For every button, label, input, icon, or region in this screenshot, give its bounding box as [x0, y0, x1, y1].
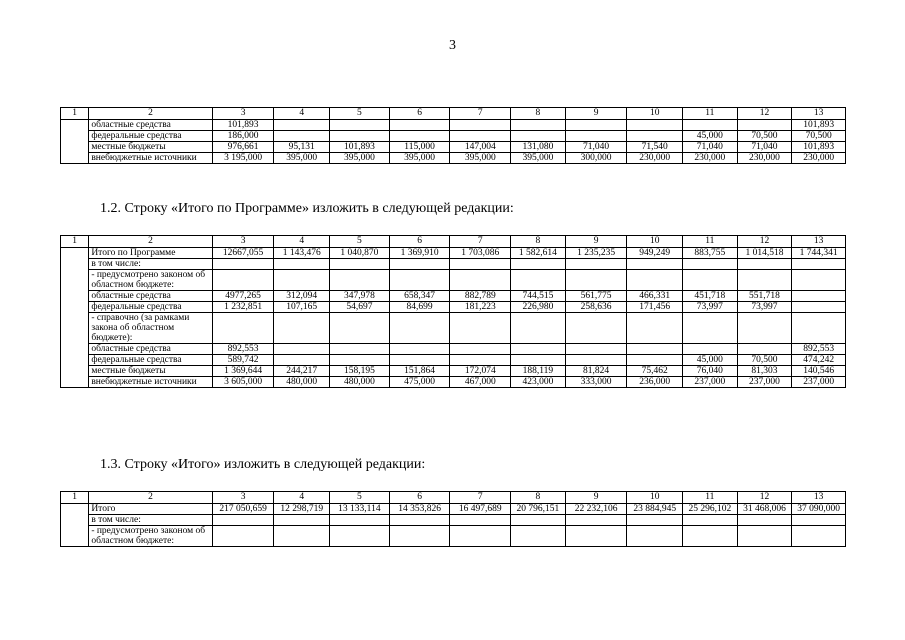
table-row [61, 131, 846, 142]
value-cell [330, 526, 390, 547]
value-cell: 71,040 [683, 142, 738, 153]
value-cell: 467,000 [450, 377, 511, 388]
value-cell [330, 131, 390, 142]
table-row [61, 120, 846, 131]
value-cell: 744,515 [511, 291, 566, 302]
row-label: - предусмотрено законом об областном бюджете: [89, 270, 212, 291]
value-cell: 226,980 [511, 302, 566, 313]
value-cell [792, 302, 846, 313]
value-cell [683, 515, 738, 526]
value-cell: 347,978 [330, 291, 390, 302]
value-cell [737, 270, 792, 291]
column-number-cell: 7 [450, 236, 511, 248]
value-cell: 37 090,000 [792, 504, 846, 515]
value-cell: 101,893 [330, 142, 390, 153]
value-cell: 466,331 [627, 291, 683, 302]
value-cell [274, 344, 330, 355]
column-number-cell: 11 [683, 236, 738, 248]
value-cell: 480,000 [330, 377, 390, 388]
value-cell [627, 131, 683, 142]
column-number-cell: 6 [389, 108, 450, 120]
column-number-cell: 2 [89, 492, 212, 504]
column-number-cell: 10 [627, 108, 683, 120]
value-cell [330, 344, 390, 355]
value-cell [389, 120, 450, 131]
value-cell [683, 270, 738, 291]
value-cell: 395,000 [274, 153, 330, 164]
row-label: Итого по Программе [89, 248, 212, 259]
value-cell [511, 270, 566, 291]
column-number-cell: 8 [511, 108, 566, 120]
column-number-cell: 8 [511, 492, 566, 504]
value-cell: 1 369,910 [389, 248, 450, 259]
row-label: в том числе: [89, 515, 212, 526]
column-number-cell: 6 [389, 236, 450, 248]
value-cell: 237,000 [737, 377, 792, 388]
column-number-cell: 10 [627, 492, 683, 504]
column-number-cell: 11 [683, 108, 738, 120]
value-cell: 1 232,851 [212, 302, 274, 313]
row-label: федеральные средства [89, 131, 212, 142]
value-cell: 13 133,114 [330, 504, 390, 515]
table-row [61, 270, 846, 291]
column-number-cell: 11 [683, 492, 738, 504]
value-cell: 70,500 [737, 131, 792, 142]
value-cell [450, 526, 511, 547]
row-label: федеральные средства [89, 355, 212, 366]
heading-1-2: 1.2. Строку «Итого по Программе» изложить в следующей редакции: [100, 201, 514, 216]
value-cell [737, 120, 792, 131]
value-cell: 73,997 [737, 302, 792, 313]
value-cell [565, 355, 627, 366]
value-cell: 300,000 [565, 153, 627, 164]
value-cell [330, 515, 390, 526]
row-label: областные средства [89, 291, 212, 302]
value-cell [792, 259, 846, 270]
value-cell: 1 143,476 [274, 248, 330, 259]
value-cell [683, 526, 738, 547]
value-cell: 95,131 [274, 142, 330, 153]
column-number-cell: 5 [330, 108, 390, 120]
table-row [61, 313, 846, 344]
value-cell: 423,000 [511, 377, 566, 388]
value-cell [212, 259, 274, 270]
empty-number-cell [61, 248, 89, 388]
table-row [61, 302, 846, 313]
table-row [61, 259, 846, 270]
value-cell: 147,004 [450, 142, 511, 153]
value-cell: 115,000 [389, 142, 450, 153]
value-cell: 230,000 [627, 153, 683, 164]
value-cell [792, 291, 846, 302]
value-cell: 1 235,235 [565, 248, 627, 259]
value-cell: 172,074 [450, 366, 511, 377]
value-cell: 101,893 [792, 142, 846, 153]
row-label: внебюджетные источники [89, 153, 212, 164]
value-cell: 171,456 [627, 302, 683, 313]
column-number-cell: 13 [792, 236, 846, 248]
column-number-cell: 1 [61, 492, 89, 504]
value-cell: 84,699 [389, 302, 450, 313]
value-cell: 20 796,151 [511, 504, 566, 515]
value-cell: 237,000 [792, 377, 846, 388]
value-cell [737, 259, 792, 270]
value-cell [274, 355, 330, 366]
table-1 [60, 107, 846, 164]
value-cell: 81,303 [737, 366, 792, 377]
value-cell: 81,824 [565, 366, 627, 377]
value-cell: 395,000 [389, 153, 450, 164]
column-number-cell: 8 [511, 236, 566, 248]
value-cell [511, 526, 566, 547]
value-cell [389, 270, 450, 291]
column-number-cell: 13 [792, 108, 846, 120]
row-label: местные бюджеты [89, 366, 212, 377]
value-cell: 892,553 [792, 344, 846, 355]
column-number-cell: 1 [61, 108, 89, 120]
value-cell: 181,223 [450, 302, 511, 313]
row-label: федеральные средства [89, 302, 212, 313]
value-cell [511, 355, 566, 366]
value-cell: 1 040,870 [330, 248, 390, 259]
value-cell [274, 120, 330, 131]
value-cell: 151,864 [389, 366, 450, 377]
column-number-cell: 4 [274, 236, 330, 248]
value-cell: 551,718 [737, 291, 792, 302]
value-cell [627, 259, 683, 270]
table-row [61, 291, 846, 302]
value-cell [683, 259, 738, 270]
value-cell [792, 313, 846, 344]
column-number-cell: 12 [737, 236, 792, 248]
value-cell [330, 313, 390, 344]
page-number: 3 [449, 38, 456, 53]
table-row [61, 142, 846, 153]
column-number-cell: 7 [450, 492, 511, 504]
column-number-cell: 7 [450, 108, 511, 120]
value-cell: 1 744,341 [792, 248, 846, 259]
value-cell: 71,540 [627, 142, 683, 153]
value-cell: 395,000 [330, 153, 390, 164]
value-cell [450, 344, 511, 355]
column-number-cell: 1 [61, 236, 89, 248]
column-number-cell: 5 [330, 236, 390, 248]
value-cell: 186,000 [212, 131, 274, 142]
value-cell: 107,165 [274, 302, 330, 313]
row-label: местные бюджеты [89, 142, 212, 153]
heading-1-3: 1.3. Строку «Итого» изложить в следующей редакции: [100, 457, 426, 472]
row-label: - предусмотрено законом об областном бюджете: [89, 526, 212, 547]
table-row [61, 515, 846, 526]
value-cell [274, 313, 330, 344]
value-cell [565, 526, 627, 547]
table-row [61, 248, 846, 259]
value-cell [330, 355, 390, 366]
column-number-cell: 4 [274, 492, 330, 504]
value-cell: 333,000 [565, 377, 627, 388]
column-number-cell: 9 [565, 492, 627, 504]
value-cell: 101,893 [212, 120, 274, 131]
value-cell [627, 526, 683, 547]
value-cell [330, 270, 390, 291]
column-number-cell: 2 [89, 236, 212, 248]
value-cell: 230,000 [737, 153, 792, 164]
column-number-row [61, 236, 846, 248]
value-cell: 31 468,006 [737, 504, 792, 515]
value-cell: 12 298,719 [274, 504, 330, 515]
value-cell: 158,195 [330, 366, 390, 377]
value-cell: 561,775 [565, 291, 627, 302]
value-cell: 71,040 [565, 142, 627, 153]
column-number-cell: 4 [274, 108, 330, 120]
table-row [61, 355, 846, 366]
column-number-cell: 3 [212, 492, 274, 504]
table-row [61, 526, 846, 547]
value-cell [627, 344, 683, 355]
column-number-row [61, 492, 846, 504]
value-cell: 892,553 [212, 344, 274, 355]
value-cell: 451,718 [683, 291, 738, 302]
value-cell: 22 232,106 [565, 504, 627, 515]
value-cell [389, 344, 450, 355]
value-cell [511, 515, 566, 526]
table-row [61, 504, 846, 515]
value-cell [450, 515, 511, 526]
value-cell: 1 703,086 [450, 248, 511, 259]
column-number-cell: 6 [389, 492, 450, 504]
table-row [61, 344, 846, 355]
value-cell [683, 313, 738, 344]
column-number-cell: 10 [627, 236, 683, 248]
value-cell [450, 259, 511, 270]
table-row [61, 377, 846, 388]
value-cell: 244,217 [274, 366, 330, 377]
value-cell [792, 526, 846, 547]
value-cell [737, 313, 792, 344]
column-number-cell: 12 [737, 492, 792, 504]
row-label: Итого [89, 504, 212, 515]
row-label: областные средства [89, 344, 212, 355]
value-cell: 140,546 [792, 366, 846, 377]
table-3 [60, 491, 846, 547]
column-number-cell: 5 [330, 492, 390, 504]
table-row [61, 366, 846, 377]
column-number-cell: 12 [737, 108, 792, 120]
value-cell: 70,500 [792, 131, 846, 142]
value-cell [737, 515, 792, 526]
value-cell: 45,000 [683, 131, 738, 142]
column-number-cell: 3 [212, 108, 274, 120]
value-cell: 395,000 [450, 153, 511, 164]
value-cell: 258,636 [565, 302, 627, 313]
value-cell: 3 195,000 [212, 153, 274, 164]
column-number-cell: 3 [212, 236, 274, 248]
value-cell: 230,000 [792, 153, 846, 164]
value-cell [737, 344, 792, 355]
value-cell [511, 120, 566, 131]
value-cell [511, 131, 566, 142]
value-cell [212, 515, 274, 526]
value-cell: 395,000 [511, 153, 566, 164]
value-cell [565, 515, 627, 526]
value-cell: 4977,265 [212, 291, 274, 302]
table-2 [60, 235, 846, 388]
value-cell [792, 515, 846, 526]
value-cell [389, 313, 450, 344]
column-number-cell: 2 [89, 108, 212, 120]
value-cell [330, 259, 390, 270]
value-cell [565, 344, 627, 355]
value-cell: 16 497,689 [450, 504, 511, 515]
value-cell: 3 605,000 [212, 377, 274, 388]
value-cell [450, 313, 511, 344]
value-cell [274, 270, 330, 291]
value-cell [212, 526, 274, 547]
value-cell: 475,000 [389, 377, 450, 388]
value-cell: 1 582,614 [511, 248, 566, 259]
value-cell: 236,000 [627, 377, 683, 388]
value-cell [627, 270, 683, 291]
value-cell: 71,040 [737, 142, 792, 153]
value-cell [565, 259, 627, 270]
value-cell: 480,000 [274, 377, 330, 388]
value-cell [565, 131, 627, 142]
row-label: внебюджетные источники [89, 377, 212, 388]
value-cell [274, 259, 330, 270]
value-cell [450, 131, 511, 142]
value-cell [389, 515, 450, 526]
value-cell [683, 120, 738, 131]
column-number-cell: 9 [565, 236, 627, 248]
value-cell [511, 313, 566, 344]
value-cell [450, 270, 511, 291]
value-cell [330, 120, 390, 131]
value-cell: 949,249 [627, 248, 683, 259]
value-cell [274, 131, 330, 142]
table-row [61, 153, 846, 164]
value-cell [511, 259, 566, 270]
row-label: в том числе: [89, 259, 212, 270]
value-cell [274, 515, 330, 526]
value-cell: 882,789 [450, 291, 511, 302]
value-cell: 883,755 [683, 248, 738, 259]
value-cell: 658,347 [389, 291, 450, 302]
value-cell: 589,742 [212, 355, 274, 366]
value-cell: 217 050,659 [212, 504, 274, 515]
value-cell: 230,000 [683, 153, 738, 164]
value-cell: 1 369,644 [212, 366, 274, 377]
value-cell: 474,242 [792, 355, 846, 366]
value-cell [792, 270, 846, 291]
value-cell: 188,119 [511, 366, 566, 377]
empty-number-cell [61, 120, 89, 164]
value-cell [274, 526, 330, 547]
value-cell [683, 344, 738, 355]
value-cell [450, 120, 511, 131]
value-cell [627, 313, 683, 344]
value-cell: 73,997 [683, 302, 738, 313]
value-cell [565, 270, 627, 291]
value-cell [627, 120, 683, 131]
row-label: - справочно (за рамками закона об областном бюджете): [89, 313, 212, 344]
value-cell [565, 120, 627, 131]
value-cell [212, 270, 274, 291]
empty-number-cell [61, 504, 89, 547]
value-cell [627, 355, 683, 366]
value-cell [389, 355, 450, 366]
value-cell [627, 515, 683, 526]
value-cell: 1 014,518 [737, 248, 792, 259]
value-cell: 54,697 [330, 302, 390, 313]
value-cell: 23 884,945 [627, 504, 683, 515]
value-cell [737, 526, 792, 547]
value-cell [511, 344, 566, 355]
column-number-cell: 13 [792, 492, 846, 504]
value-cell: 45,000 [683, 355, 738, 366]
value-cell: 76,040 [683, 366, 738, 377]
value-cell: 131,080 [511, 142, 566, 153]
value-cell: 237,000 [683, 377, 738, 388]
value-cell: 312,094 [274, 291, 330, 302]
row-label: областные средства [89, 120, 212, 131]
value-cell [212, 313, 274, 344]
value-cell [389, 526, 450, 547]
value-cell: 976,661 [212, 142, 274, 153]
value-cell [565, 313, 627, 344]
value-cell [389, 259, 450, 270]
value-cell: 25 296,102 [683, 504, 738, 515]
value-cell: 12667,055 [212, 248, 274, 259]
value-cell: 101,893 [792, 120, 846, 131]
column-number-cell: 9 [565, 108, 627, 120]
value-cell: 70,500 [737, 355, 792, 366]
value-cell [450, 355, 511, 366]
value-cell: 14 353,826 [389, 504, 450, 515]
column-number-row [61, 108, 846, 120]
value-cell: 75,462 [627, 366, 683, 377]
value-cell [389, 131, 450, 142]
